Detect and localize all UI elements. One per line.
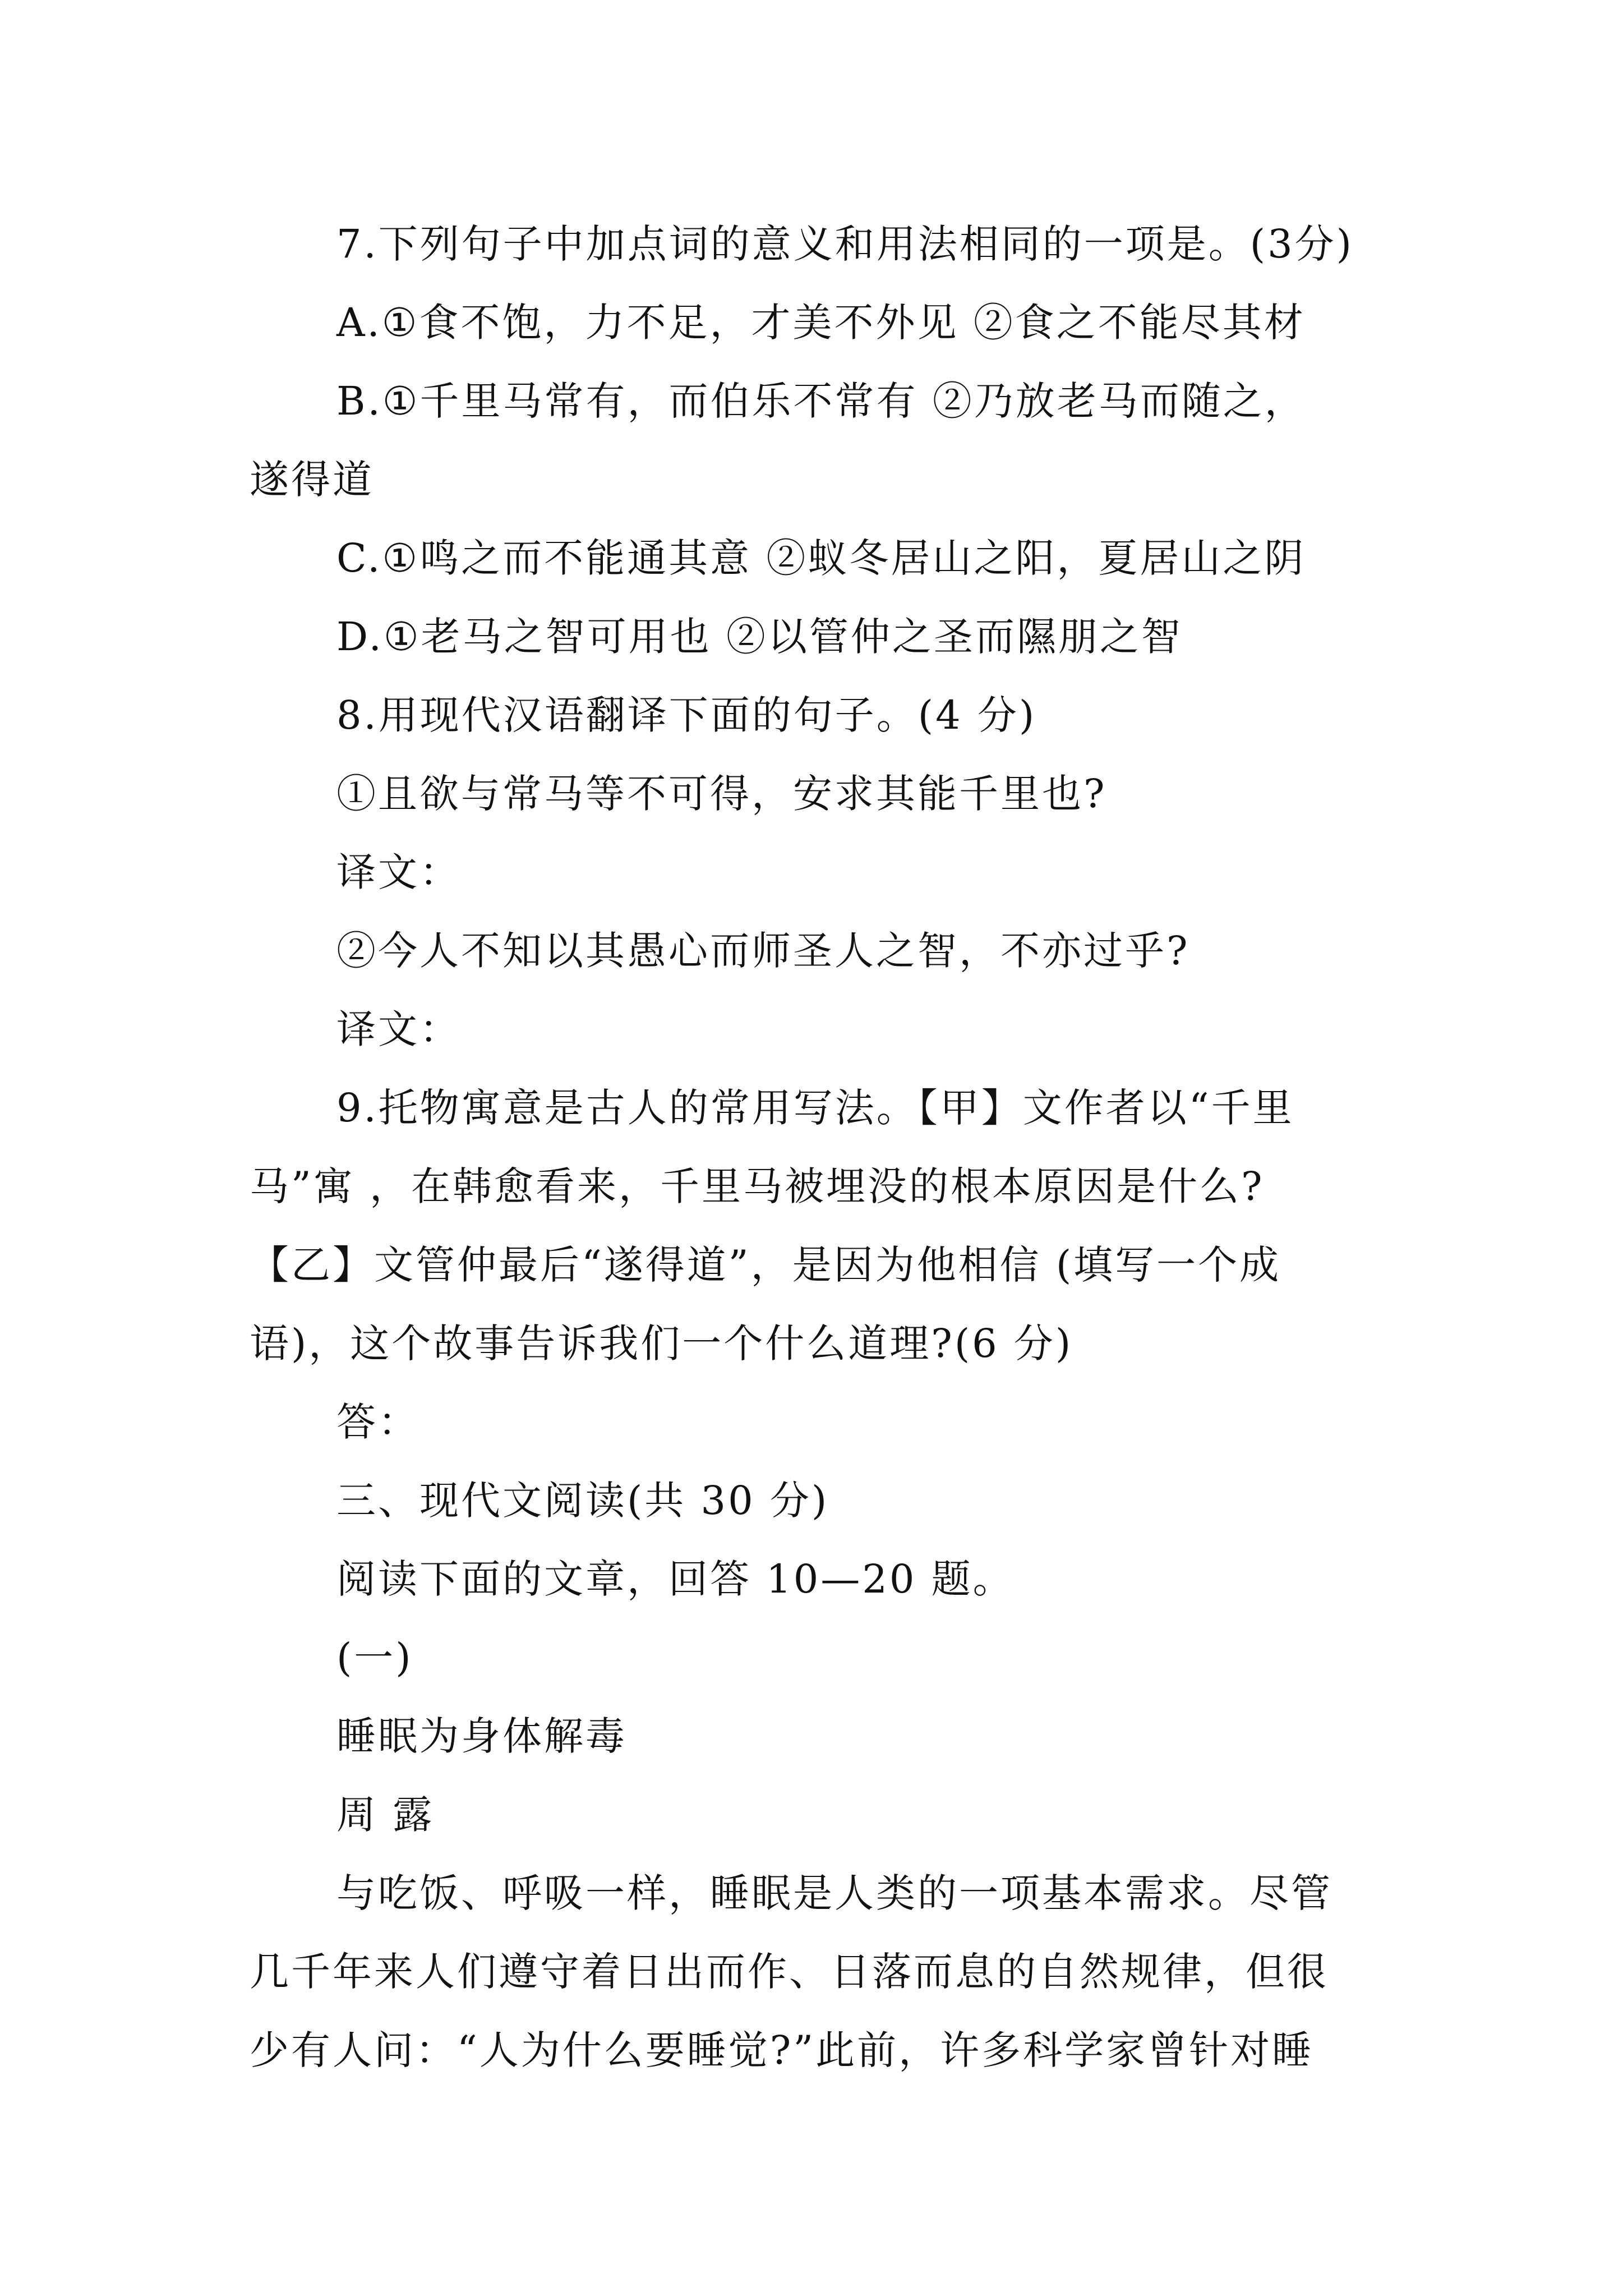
article-paragraph-line-1: 与吃饭、呼吸一样，睡眠是人类的一项基本需求。尽管	[336, 1870, 1332, 1916]
article-title: 睡眠为身体解毒	[336, 1713, 627, 1759]
question-9-line-3: 【乙】文管仲最后“遂得道”，是因为他相信 (填写一个成	[250, 1242, 1281, 1288]
question-9-line-2: 马”寓 ，在韩愈看来，千里马被埋没的根本原因是什么?	[250, 1163, 1265, 1209]
article-paragraph-line-2: 几千年来人们遵守着日出而作、日落而息的自然规律，但很	[250, 1949, 1329, 1995]
question-8-sentence-2: ②今人不知以其愚心而师圣人之智，不亦过乎?	[336, 928, 1190, 974]
translation-label-2: 译文：	[336, 1006, 461, 1052]
question-7-stem: 7.下列句子中加点词的意义和用法相同的一项是。(3分)	[336, 221, 1354, 267]
section-heading: 三、现代文阅读(共 30 分)	[336, 1478, 829, 1524]
translation-label-1: 译文：	[336, 849, 461, 895]
answer-label: 答：	[336, 1399, 419, 1445]
question-9-line-4: 语)，这个故事告诉我们一个什么道理?(6 分)	[250, 1320, 1073, 1366]
question-9-line-1: 9.托物寓意是古人的常用写法。【甲】文作者以“千里	[336, 1085, 1294, 1131]
document-page	[250, 222, 1394, 2106]
question-8-stem: 8.用现代汉语翻译下面的句子。(4 分)	[336, 692, 1037, 738]
question-7-option-d: D.①老马之智可用也 ②以管仲之圣而隰朋之智	[336, 614, 1183, 660]
reading-instruction: 阅读下面的文章，回答 10—20 题。	[336, 1556, 1015, 1602]
question-7-option-b-continued: 遂得道	[250, 457, 374, 503]
part-number: (一)	[336, 1635, 413, 1681]
question-7-option-b: B.①千里马常有，而伯乐不常有 ②乃放老马而随之，	[336, 378, 1306, 424]
article-author: 周 露	[336, 1792, 435, 1838]
question-8-sentence-1: ①且欲与常马等不可得，安求其能千里也?	[336, 771, 1107, 817]
question-7-option-a: A.①食不饱，力不足，才美不外见 ②食之不能尽其材	[336, 300, 1306, 346]
question-7-option-c: C.①鸣之而不能通其意 ②蚁冬居山之阳，夏居山之阴	[336, 535, 1306, 581]
article-paragraph-line-3: 少有人问：“人为什么要睡觉?”此前，许多科学家曾针对睡	[250, 2027, 1314, 2073]
